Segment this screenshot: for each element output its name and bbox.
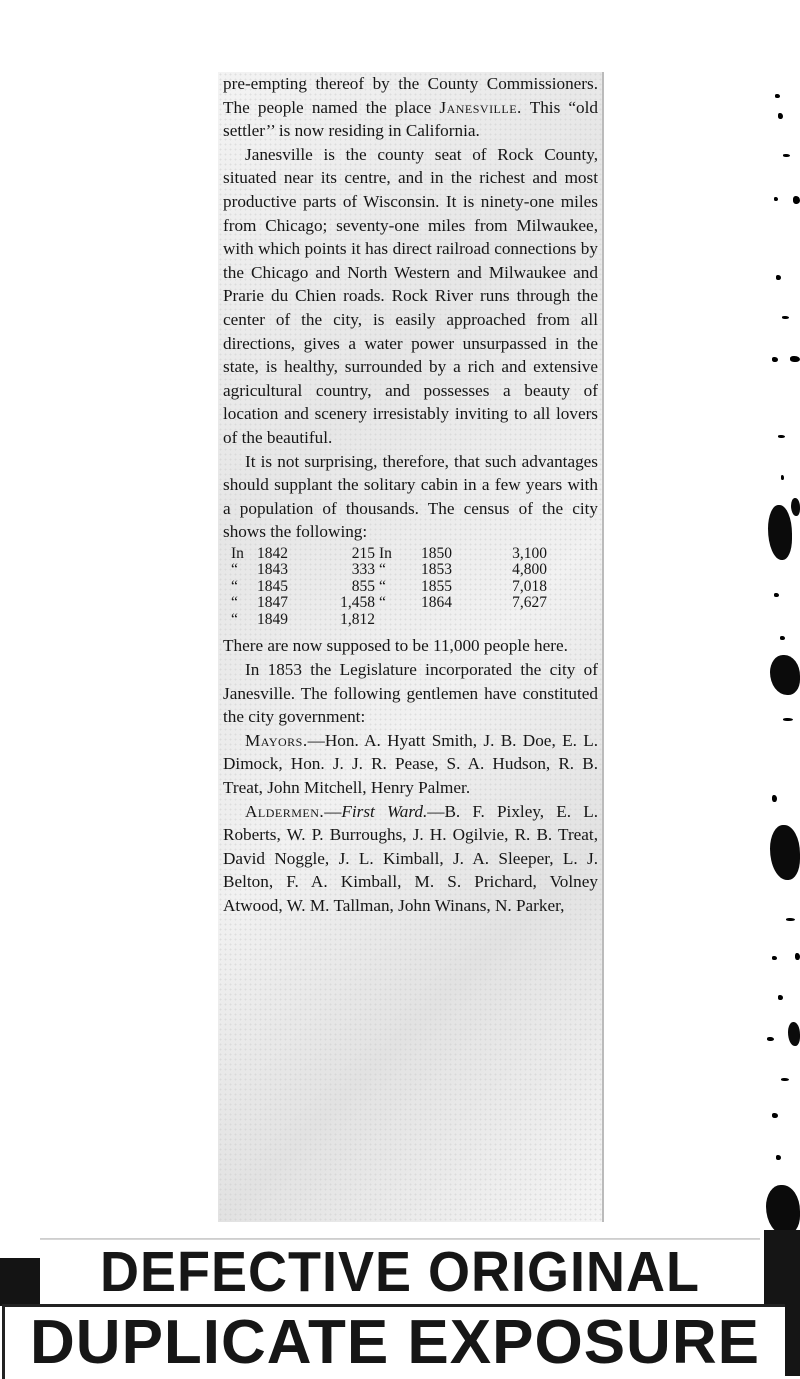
mayors-label: Mayors. (245, 730, 308, 750)
census-table: In 1842 215 In 1850 3,100 “ 1843 333 “ 1853 4,800 “ 1845 855 “ 1855 7,018 “ 1847 1,458 “ 1864 7,627 “ 1849 1,812 (231, 544, 547, 628)
paragraph-2: Janesville is the county seat of Rock County, situated near its centre, and in the richest and most productive parts of Wisconsin. It is ninety-one miles from Chicago; seventy-one miles from Milwaukee, with which points it has direct railroad connections by the Chicago and North Western and Milwaukee and Prarie du Chien roads. Rock River runs through the center of the city, is easily approached from all directions, gives a water power unsurpassed in the state, is healthy, surrounded by a rich and extensive agricultural country, and possesses a beauty of location and scenery irresistably inviting to all lovers of the beautiful. (223, 144, 598, 447)
paragraph-5: In 1853 the Legislature incorporated the city of Janesville. The following gentlemen have constituted the city government: (223, 659, 598, 727)
aldermen-label: Aldermen. (245, 801, 325, 821)
article-column (223, 72, 598, 918)
paragraph-1: pre-empting thereof by the County Commissioners. The people named the place Janesville. This “old settler’’ is now residing in California. (223, 74, 599, 141)
paragraph-4: There are now supposed to be 11,000 people here. (223, 636, 568, 656)
paragraph-mayors: Mayors.—Hon. A. Hyatt Smith, J. B. Doe, E. L. Dimock, Hon. J. J. R. Pease, S. A. Hudson, R. B. Treat, John Mitchell, Henry Palmer. (223, 730, 598, 797)
defective-original-banner: DEFECTIVE ORIGINAL (40, 1238, 760, 1304)
duplicate-exposure-banner: DUPLICATE EXPOSURE (2, 1304, 785, 1379)
paragraph-aldermen: Aldermen.—First Ward.—B. F. Pixley, E. L. Roberts, W. P. Burroughs, J. H. Ogilvie, R. B. Treat, David Noggle, J. L. Kimball, J. A. Sleeper, L. J. Belton, F. A. Kimball, M. S. Prichard, Volney Atwood, W. M. Tallman, John Winans, N. Parker, (223, 801, 599, 915)
paragraph-3: It is not surprising, therefore, that such advantages should supplant the solitary cabin in a few years with a population of thousands. The census of the city shows the following: (223, 451, 598, 542)
ward-label: First Ward. (341, 801, 428, 821)
place-name: Janesville. (439, 97, 522, 117)
scan-dark-edge-left (0, 1258, 42, 1306)
